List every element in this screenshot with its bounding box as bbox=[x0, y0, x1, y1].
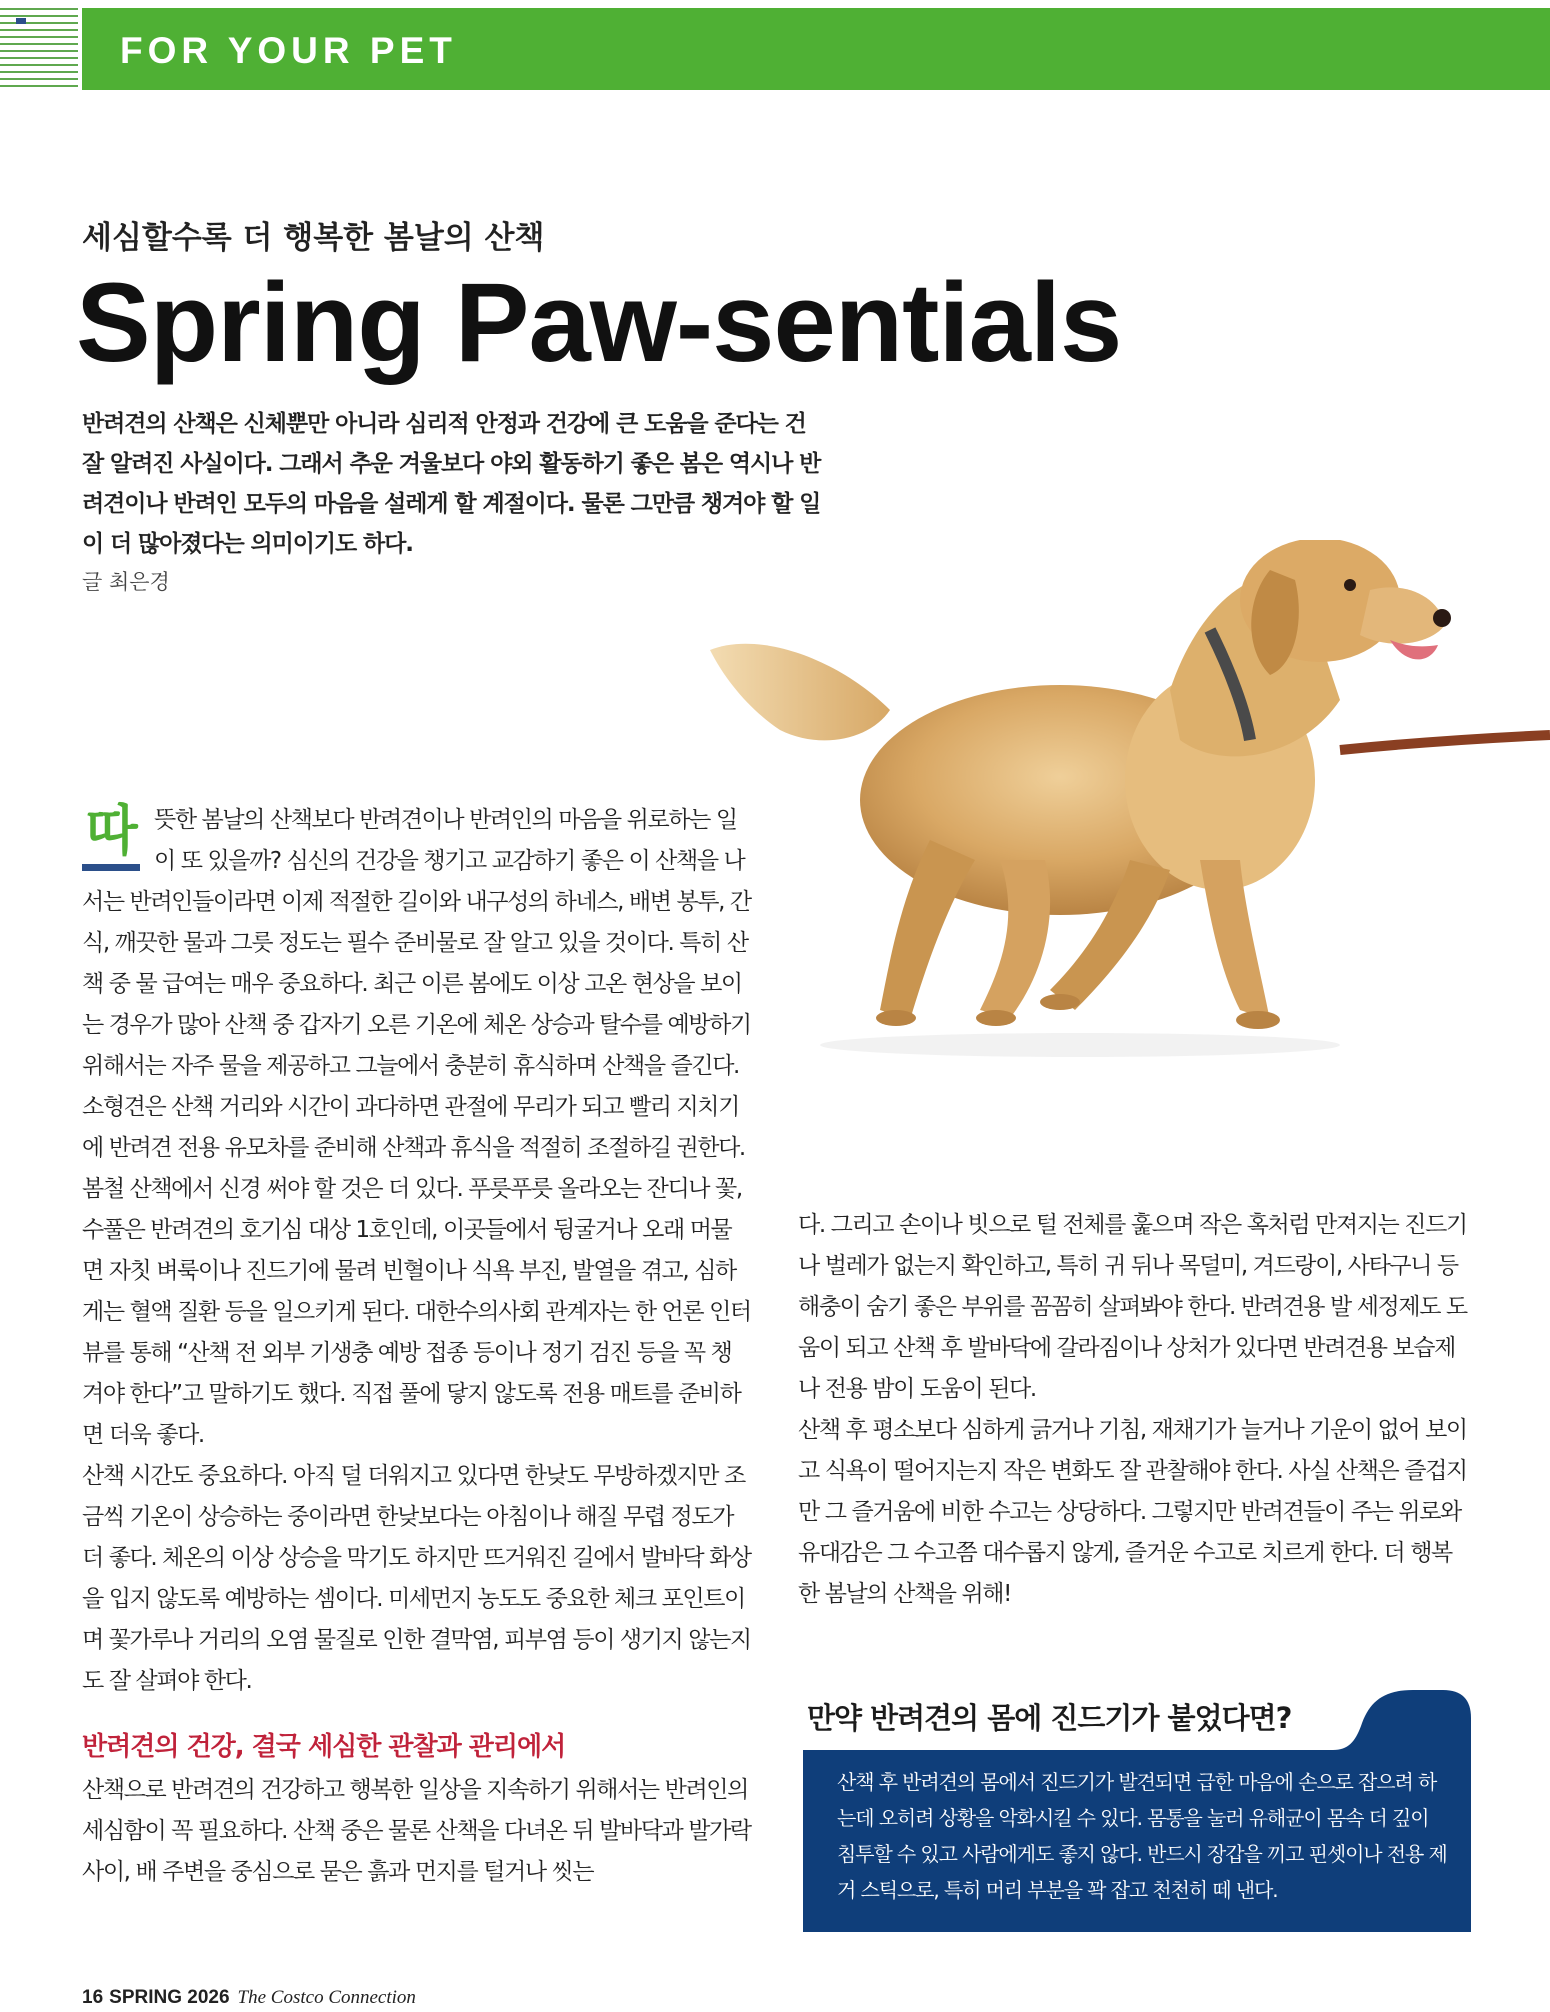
paragraph-1 bbox=[82, 800, 752, 1169]
paragraph-3: 산책 시간도 중요하다. 아직 덜 더워지고 있다면 한낮도 무방하겠지만 조금씩 기온이 상승하는 중이라면 한낮보다는 아침이나 해질 무렵 정도가 더 좋다. 체온의 이상 상승을 막기도 하지만 뜨거워진 길에서 발바닥 화상을 입지 않도록 예방하는 셈이다. 미세먼지 농도도 중요한 체크 포인트이며 꽃가루나 거리의 오염 물질로 인한 결막염, 피부염 등이 생기지 않는지도 잘 살펴야 한다. bbox=[82, 1463, 751, 1694]
magazine-name: The Costco Connection bbox=[237, 1987, 416, 2008]
tip-box-text: 산책 후 반려견의 몸에서 진드기가 발견되면 급한 마음에 손으로 잡으려 하는데 오히려 상황을 악화시킬 수 있다. 몸통을 눌러 유해균이 몸속 더 깊이 침투할 수 있고 사람에게도 좋지 않다. 반드시 장갑을 끼고 핀셋이나 전용 제거 스틱으로, 특히 머리 부분을 꽉 잡고 천천히 떼 낸다. bbox=[837, 1770, 1447, 1902]
drop-cap: 따 bbox=[82, 802, 140, 871]
paragraph-2: 봄철 산책에서 신경 써야 할 것은 더 있다. 푸릇푸릇 올라오는 잔디나 꽃, 수풀은 반려견의 호기심 대상 1호인데, 이곳들에서 뒹굴거나 오래 머물면 자칫 벼룩이나 진드기에 물려 빈혈이나 식욕 부진, 발열을 겪고, 심하게는 혈액 질환 등을 일으키게 된다. 대한수의사회 관계자는 한 언론 인터뷰를 통해 “산책 전 외부 기생충 예방 접종 등이나 정기 검진 등을 꼭 챙겨야 한다”고 말하기도 했다. 직접 풀에 닿지 않도록 전용 매트를 준비하면 더욱 좋다. bbox=[82, 1176, 751, 1448]
tip-box-title: 만약 반려견의 몸에 진드기가 붙었다면? bbox=[807, 1701, 1292, 1735]
article-title: Spring Paw-sentials bbox=[76, 260, 1122, 385]
page-footer bbox=[82, 1986, 416, 2009]
leash bbox=[1340, 735, 1550, 750]
section-subheading: 반려견의 건강, 결국 세심한 관찰과 관리에서 bbox=[82, 1732, 566, 1762]
article-body-left-column bbox=[82, 800, 752, 1893]
section-header-bar bbox=[82, 8, 1550, 90]
article-lede: 반려견의 산책은 신체뿐만 아니라 심리적 안정과 건강에 큰 도움을 준다는 건 잘 알려진 사실이다. 그래서 추운 겨울보다 야외 활동하기 좋은 봄은 역시나 반려견이나 반려인 모두의 마음을 설레게 할 계절이다. 물론 그만큼 챙겨야 할 일이 더 많아졌다는 의미이기도 하다. bbox=[82, 411, 821, 557]
article-kicker: 세심할수록 더 행복한 봄날의 산책 bbox=[82, 220, 545, 256]
paragraph-6: 산책 후 평소보다 심하게 긁거나 기침, 재채기가 늘거나 기운이 없어 보이고 식욕이 떨어지는지 작은 변화도 잘 관찰해야 한다. 사실 산책은 즐겁지만 그 즐거움에 비한 수고는 상당하다. 그렇지만 반려견들이 주는 위로와 유대감은 그 수고쯤 대수롭지 않게, 즐거운 수고로 치르게 한다. 더 행복한 봄날의 산책을 위해! bbox=[798, 1417, 1467, 1607]
article-byline: 글 최은경 bbox=[82, 570, 170, 594]
paragraph-4: 산책으로 반려견의 건강하고 행복한 일상을 지속하기 위해서는 반려인의 세심함이 꼭 필요하다. 산책 중은 물론 산책을 다녀온 뒤 발바닥과 발가락 사이, 배 주변을 중심으로 묻은 흙과 먼지를 털거나 씻는 bbox=[82, 1777, 751, 1885]
paragraph-5: 다. 그리고 손이나 빗으로 털 전체를 훑으며 작은 혹처럼 만져지는 진드기나 벌레가 없는지 확인하고, 특히 귀 뒤나 목덜미, 겨드랑이, 사타구니 등 해충이 숨기 좋은 부위를 꼼꼼히 살펴봐야 한다. 반려견용 발 세정제도 도움이 되고 산책 후 발바닥에 갈라짐이나 상처가 있다면 반려견용 보습제나 전용 밤이 도움이 된다. bbox=[798, 1212, 1467, 1402]
page-number: 16 bbox=[82, 1987, 104, 2008]
section-label: FOR YOUR PET bbox=[120, 30, 457, 71]
tip-box-panel bbox=[803, 1742, 1471, 1932]
golden-retriever-photo bbox=[700, 540, 1550, 1130]
decorative-stripes bbox=[0, 8, 78, 88]
corner-mark bbox=[16, 18, 26, 24]
paragraph-1-text: 뜻한 봄날의 산책보다 반려견이나 반려인의 마음을 위로하는 일이 또 있을까? 심신의 건강을 챙기고 교감하기 좋은 이 산책을 나서는 반려인들이라면 이제 적절한 길이와 내구성의 하네스, 배변 봉투, 간식, 깨끗한 물과 그릇 정도는 필수 준비물로 잘 알고 있을 것이다. 특히 산책 중 물 급여는 매우 중요하다. 최근 이른 봄에도 이상 고온 현상을 보이는 경우가 많아 산책 중 갑자기 오른 기온에 체온 상승과 탈수를 예방하기 위해서는 자주 물을 제공하고 그늘에서 충분히 휴식하며 산책을 즐긴다. 소형견은 산책 거리와 시간이 과다하면 관절에 무리가 되고 빨리 지치기에 반려견 전용 유모차를 준비해 산책과 휴식을 적절히 조절하길 권한다. bbox=[82, 807, 751, 1161]
issue-season: SPRING 2026 bbox=[109, 1987, 230, 2008]
tick-tip-box bbox=[803, 1690, 1471, 1930]
article-body-right-column bbox=[798, 1205, 1468, 1615]
